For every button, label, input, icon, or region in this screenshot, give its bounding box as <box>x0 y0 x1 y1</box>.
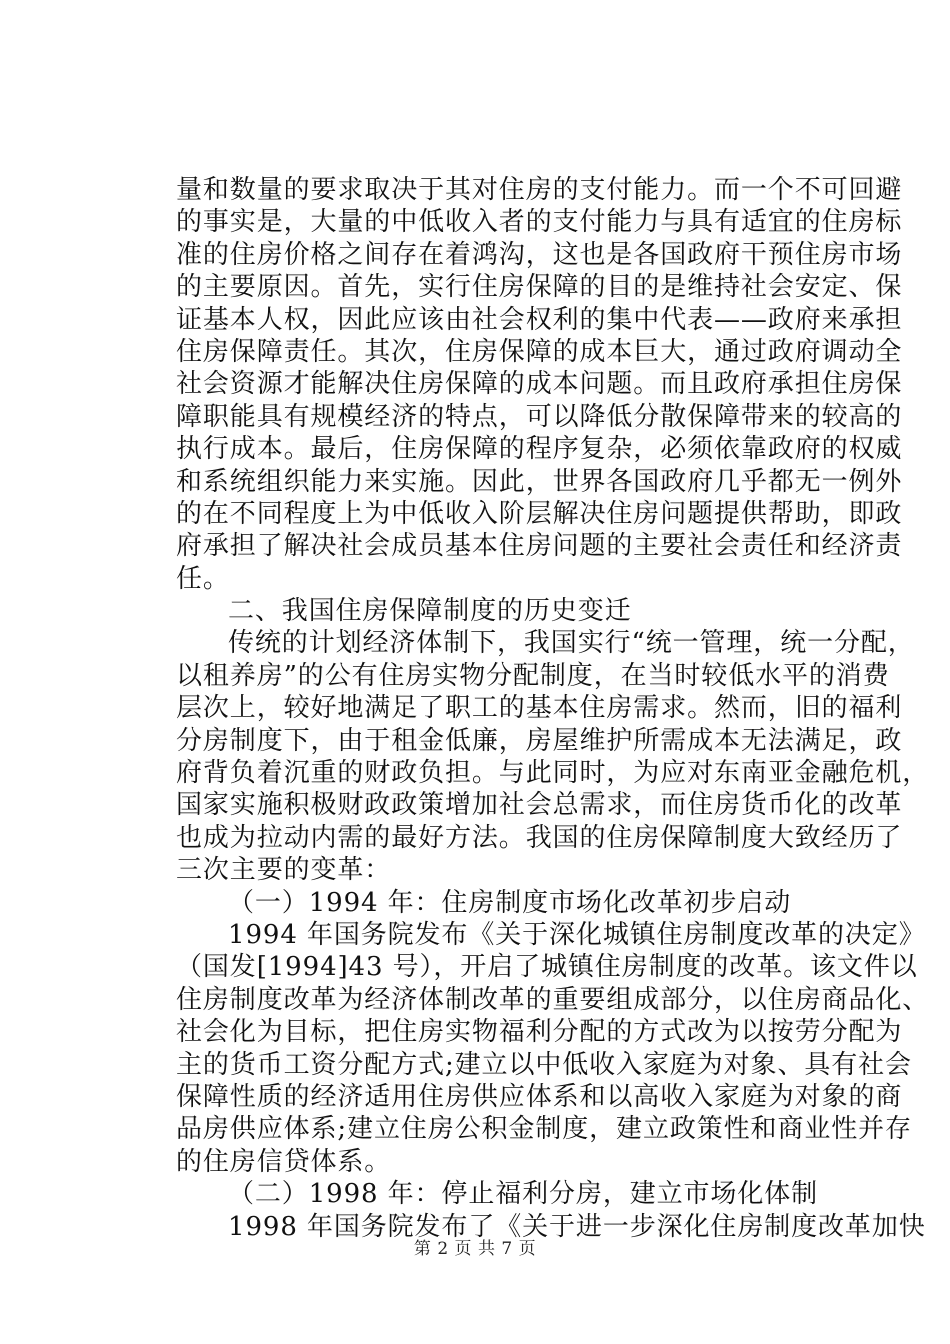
paragraph-first-line: 1994 年国务院发布《关于深化城镇住房制度改革的决定》 <box>228 919 926 950</box>
text-line: 也成为拉动内需的最好方法。我国的住房保障制度大致经历了 <box>176 822 903 853</box>
subsection-heading: （二）1998 年：停止福利分房，建立市场化体制 <box>228 1179 819 1210</box>
body-text <box>176 174 930 1243</box>
text-line: 国家实施积极财政政策增加社会总需求，而住房货币化的改革 <box>176 790 903 821</box>
text-line: （国发[1994]43 号），开启了城镇住房制度的改革。该文件以 <box>176 952 918 983</box>
text-line: 府承担了解决社会成员基本住房问题的主要社会责任和经济责 <box>176 531 903 562</box>
page-footer: 第 2 页 共 7 页 <box>413 1239 537 1259</box>
text-line: 的主要原因。首先，实行住房保障的目的是维持社会安定、保 <box>176 272 903 303</box>
text-line: 分房制度下，由于租金低廉，房屋维护所需成本无法满足，政 <box>176 725 903 756</box>
paragraph-first-line: 1998 年国务院发布了《关于进一步深化住房制度改革加快 <box>228 1211 926 1242</box>
text-line: 三次主要的变革： <box>176 855 392 886</box>
text-line: 保障性质的经济适用住房供应体系和以高收入家庭为对象的商 <box>176 1081 903 1112</box>
subsection-heading: （一）1994 年：住房制度市场化改革初步启动 <box>228 887 792 918</box>
paragraph-first-line: 传统的计划经济体制下，我国实行“统一管理，统一分配， <box>228 628 915 659</box>
text-line: 层次上，较好地满足了职工的基本住房需求。然而，旧的福利 <box>176 693 903 724</box>
text-line: 品房供应体系;建立住房公积金制度，建立政策性和商业性并存 <box>176 1114 912 1145</box>
text-line: 证基本人权，因此应该由社会权利的集中代表——政府来承担 <box>176 304 903 335</box>
text-line: 住房制度改革为经济体制改革的重要组成部分，以住房商品化、 <box>176 984 930 1015</box>
text-line: 府背负着沉重的财政负担。与此同时，为应对东南亚金融危机， <box>176 758 930 789</box>
text-line: 任。 <box>176 563 230 594</box>
text-line: 执行成本。最后，住房保障的程序复杂，必须依靠政府的权威 <box>176 434 903 465</box>
text-line: 准的住房价格之间存在着鸿沟，这也是各国政府干预住房市场 <box>176 239 903 270</box>
text-line: 的事实是，大量的中低收入者的支付能力与具有适宜的住房标 <box>176 207 903 238</box>
section-heading: 二、我国住房保障制度的历史变迁 <box>228 596 632 627</box>
text-line: 社会化为目标，把住房实物福利分配的方式改为以按劳分配为 <box>176 1017 903 1048</box>
text-line: 主的货币工资分配方式;建立以中低收入家庭为对象、具有社会 <box>176 1049 912 1080</box>
text-line: 以租养房”的公有住房实物分配制度，在当时较低水平的消费 <box>176 660 890 691</box>
text-line: 和系统组织能力来实施。因此，世界各国政府几乎都无一例外 <box>176 466 903 497</box>
text-line: 障职能具有规模经济的特点，可以降低分散保障带来的较高的 <box>176 401 903 432</box>
text-line: 社会资源才能解决住房保障的成本问题。而且政府承担住房保 <box>176 369 903 400</box>
text-line: 的在不同程度上为中低收入阶层解决住房问题提供帮助，即政 <box>176 498 903 529</box>
text-line: 的住房信贷体系。 <box>176 1146 392 1177</box>
text-line: 住房保障责任。其次，住房保障的成本巨大，通过政府调动全 <box>176 336 903 367</box>
text-line: 量和数量的要求取决于其对住房的支付能力。而一个不可回避 <box>176 175 903 205</box>
